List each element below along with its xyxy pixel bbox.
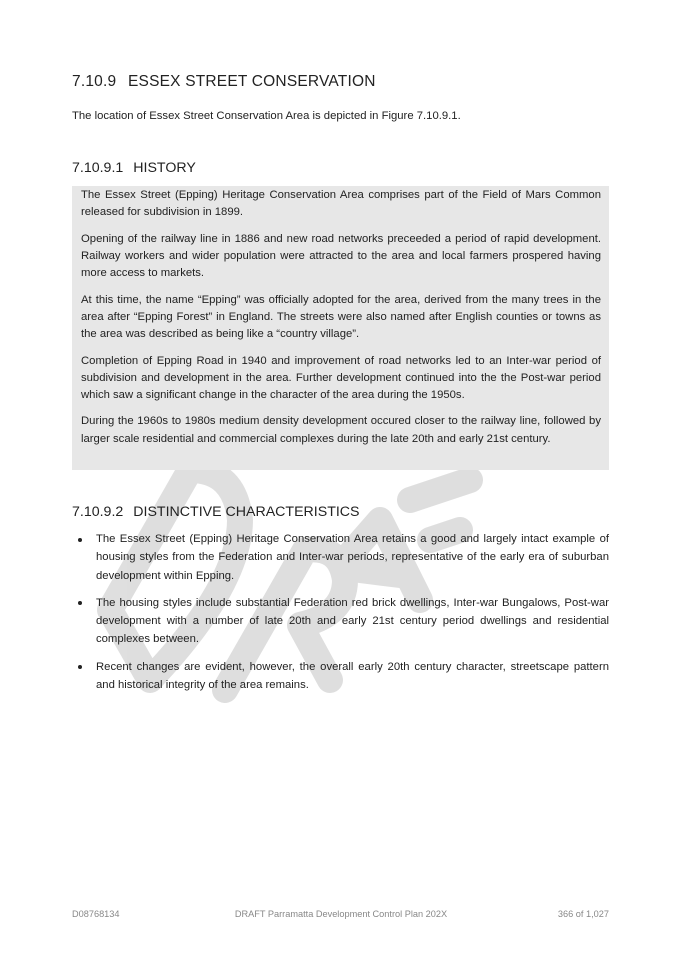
bullet-icon [78,538,82,542]
characteristics-title: DISTINCTIVE CHARACTERISTICS [133,504,360,520]
history-number: 7.10.9.1 [72,160,124,176]
history-title: HISTORY [133,160,196,176]
history-panel [72,186,609,470]
history-heading [72,160,196,176]
bullet-icon [78,665,82,669]
section-title: ESSEX STREET CONSERVATION [128,73,376,90]
list-item-text: Recent changes are evident, however, the overall early 20th century character, streetscape pattern and historical integrity of the area remains. [96,660,609,692]
history-paragraph: At this time, the name “Epping” was officially adopted for the area, derived from the many trees in the area after “Epping Forest” in England. The streets were also named after English counties or towns as the area was described as being like a “country village”. [81,293,601,341]
characteristics-number: 7.10.9.2 [72,504,124,520]
bullet-icon [78,601,82,605]
list-item [72,658,609,695]
footer-doc-id: D08768134 [72,909,120,919]
list-item-text: The housing styles include substantial Federation red brick dwellings, Inter-war Bungalows, Post-war development with a number of late 20th and early 21st century period dwellings and residential complexes between. [96,596,609,646]
characteristics-heading [72,504,360,520]
section-number: 7.10.9 [72,73,117,90]
history-paragraph: Opening of the railway line in 1886 and new road networks preceeded a period of rapid development. Railway workers and wider population were attracted to the area and local farmers prospered having more access to markets. [81,232,601,280]
history-paragraph: The Essex Street (Epping) Heritage Conservation Area comprises part of the Field of Mars Common released for subdivision in 1899. [81,189,601,219]
list-item [72,594,609,649]
section-heading [72,73,376,91]
characteristics-list [72,530,609,703]
history-paragraph: Completion of Epping Road in 1940 and improvement of road networks led to an Inter-war period of subdivision and development in the area. Further development continued into the the Post-war period which saw a significant change in the character of the area during the 1950s. [81,354,601,401]
history-paragraph: During the 1960s to 1980s medium density development occured closer to the railway line, followed by larger scale residential and commercial complexes during the late 20th and early 21st century. [81,415,601,445]
list-item [72,530,609,585]
list-item-text: The Essex Street (Epping) Heritage Conservation Area retains a good and largely intact example of housing styles from the Federation and Inter-war periods, representative of the early era of suburban development within Epping. [96,533,609,582]
footer-title: DRAFT Parramatta Development Control Plan 202X [234,909,448,919]
section-intro: The location of Essex Street Conservation Area is depicted in Figure 7.10.9.1. [72,110,461,122]
footer-page-number: 366 of 1,027 [557,909,609,919]
